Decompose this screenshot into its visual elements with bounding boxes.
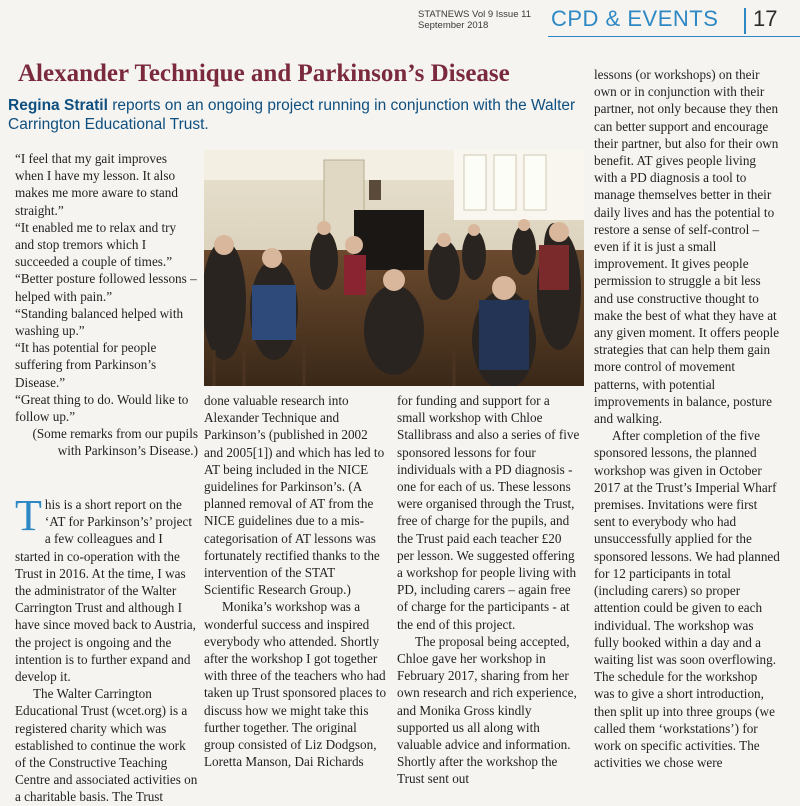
col4-para-1: lessons (or workshops) on their own or in conjunction with their partner, not only because they then can better support and encourage their partner, but also for their own benefit. AT gives people living with a PD diagnosis a tool to manage themselves better in their daily lives and has the potential to restore a sense of self-control – even if it is just a small improvement. It gives people permission to struggle a bit less and use constructive thought to make the best of what they have at any given moment. It offers people strategies that can help them gain more control of movement patterns, with potential improvements in balance, posture and walking.	[594, 67, 780, 427]
author-name: Regina Stratil	[8, 97, 108, 114]
masthead	[418, 9, 543, 31]
quote-3: “Better posture followed lessons – helped with pain.”	[15, 271, 197, 304]
workshop-photo	[204, 150, 584, 386]
standfirst	[8, 96, 588, 134]
page-number: 17	[753, 6, 778, 31]
quote-5: “It has potential for people suffering from Parkinson’s Disease.”	[15, 340, 157, 390]
col1-para-1	[15, 491, 198, 685]
quote-1: “I feel that my gait improves when I have my lesson. It also makes me more aware to stand straight.”	[15, 151, 178, 218]
drop-cap: T	[15, 491, 42, 540]
pupil-quotes	[15, 150, 198, 460]
standfirst-text: reports on an ongoing project running in conjunction with the Walter Carrington Educational Trust.	[8, 97, 576, 133]
col1-para-2: The Walter Carrington Educational Trust (wcet.org) is a registered charity which was established to continue the work of the Constructive Teaching Centre and associated activities on a charitable basis. The Trust	[15, 686, 198, 805]
issue-date: September 2018	[418, 20, 489, 31]
col3-para-2: The proposal being accepted, Chloe gave her workshop in February 2017, sharing from her own research and rich experience, and Monika Gross kindly supported us all along with valuable advice and information. Shortly after the workshop the Trust sent out	[397, 633, 577, 787]
col1-para-1-text: his is a short report on the ‘AT for Parkinson’s’ project a few colleagues and I started in co-operation with the Trust in 2016. At the time, I was the administrator of the Walter Carrington Trust and although I have since moved back to Austria, the project is ongoing and the intention is to further expand and develop it.	[15, 497, 196, 685]
body-column-2	[204, 392, 388, 770]
article-title: Alexander Technique and Parkinson’s Disease	[18, 60, 510, 87]
col2-para-1: done valuable research into Alexander Technique and Parkinson’s (published in 2002 and 2005[1]) and which has led to AT being included in the NICE guidelines for Parkinson’s. (A planned removal of AT from the NICE guidelines due to a mis-categorisation of AT lessons was fortunately rectified thanks to the intervention of the STAT Scientific Research Group.)	[204, 393, 385, 598]
col4-para-2: After completion of the five sponsored lessons, the planned workshop was given in October 2017 at the Trust’s Imperial Wharf premises. Invitations were first sent to everybody who had unsuccessfully applied for the sponsored lessons. We had planned for 12 participants in total (including carers) so proper attention could be given to each individual. The workshop was fully booked within a day and a waiting list was soon overflowing. The schedule for the workshop was to give a short introduction, then split up into three groups (we called them ‘workstations’) for work on specific activities. The activities we chose were	[594, 428, 780, 771]
body-column-4	[594, 66, 780, 771]
header-rule	[548, 36, 800, 37]
col2-para-2: Monika’s workshop was a wonderful success and inspired everybody who attended. Shortly after the workshop I got together with three of the teachers who had taken up Trust sponsored places to discuss how we might take this further together. The original group consisted of Liz Dodgson, Loretta Manson, Dai Richards	[204, 599, 387, 770]
quote-4: “Standing balanced helped with washing up.”	[15, 305, 184, 339]
remarks-caption: (Some remarks from our pupils with Parkinson’s Disease.)	[32, 426, 198, 459]
quote-6: “Great thing to do. Would like to follow up.”	[15, 391, 189, 425]
col3-para-1: for funding and support for a small workshop with Chloe Stallibrass and also a series of five sponsored lessons for four individuals with a PD diagnosis - one for each of us. These lessons were organised through the Trust, free of charge for the pupils, and the Trust paid each teacher £20 per lesson. We suggested offering a workshop for people living with PD, including carers – again free of charge for the participants - at the end of this project.	[397, 393, 580, 632]
header-divider	[744, 8, 746, 34]
body-column-3	[397, 392, 581, 788]
quote-2: “It enabled me to relax and try and stop tremors which I succeeded a couple of times.”	[15, 219, 177, 270]
publication-name: STATNEWS Vol 9 Issue 11	[418, 9, 531, 20]
body-column-1	[15, 491, 198, 806]
section-label: CPD & EVENTS	[551, 6, 719, 31]
